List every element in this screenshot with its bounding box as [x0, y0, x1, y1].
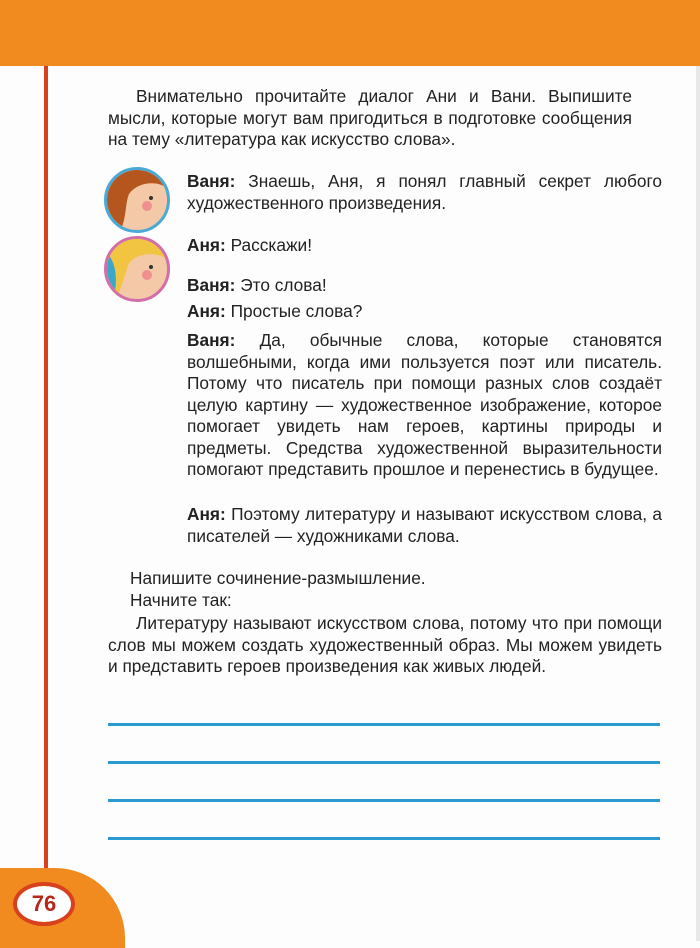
line-text: Поэтому литературу и называют искусством слова, а писателей — художниками слова. — [187, 504, 663, 546]
writing-line[interactable] — [108, 723, 660, 726]
speaker: Ваня: — [187, 171, 236, 191]
line-text: Расскажи! — [230, 235, 312, 255]
girl-avatar-icon — [104, 236, 170, 302]
speaker: Аня: — [187, 235, 226, 255]
speaker: Ваня: — [187, 275, 236, 295]
page-number: 76 — [13, 882, 75, 926]
dialogue-line — [187, 301, 662, 323]
intro-paragraph: Внимательно прочитайте диалог Ани и Вани. Выпишите мысли, которые могут вам пригодиться в подготовке сообщения на тему «литература как искусство слова». — [108, 86, 632, 149]
dialogue-line — [187, 275, 662, 297]
line-text: Да, обычные слова, которые становятся волшебными, когда ими пользуется поэт или писатель. Потому что писатель при помощи разных слов создаёт целую картину — художественное изображение, которое помогает увидеть нам героев, картины природы и предметы. Средства художественной выразительности помогают представить прошлое и перенестись в будущее. — [187, 330, 662, 479]
task-instruction: Напишите сочинение-размышление. — [130, 568, 426, 588]
speaker: Аня: — [187, 301, 226, 321]
writing-line[interactable] — [108, 837, 660, 840]
writing-line[interactable] — [108, 799, 660, 802]
dialogue-line — [187, 330, 662, 481]
speaker: Аня: — [187, 504, 226, 524]
writing-line[interactable] — [108, 761, 660, 764]
page-edge — [696, 66, 700, 941]
dialogue-line — [187, 171, 662, 214]
task-begin-label: Начните так: — [130, 590, 232, 610]
speaker: Ваня: — [187, 330, 236, 350]
page-header-band — [0, 0, 700, 66]
boy-avatar-icon — [104, 167, 170, 233]
line-text: Это слова! — [240, 275, 327, 295]
dialogue-line — [187, 235, 662, 257]
dialogue-line — [187, 504, 662, 547]
essay-starter: Литературу называют искусством слова, потому что при помощи слов мы можем создать художественный образ. Мы можем увидеть и представить героев произведения как живых людей. — [108, 613, 662, 676]
line-text: Знаешь, Аня, я понял главный секрет любого художественного произведения. — [187, 171, 662, 213]
margin-line — [44, 66, 48, 886]
line-text: Простые слова? — [230, 301, 363, 321]
